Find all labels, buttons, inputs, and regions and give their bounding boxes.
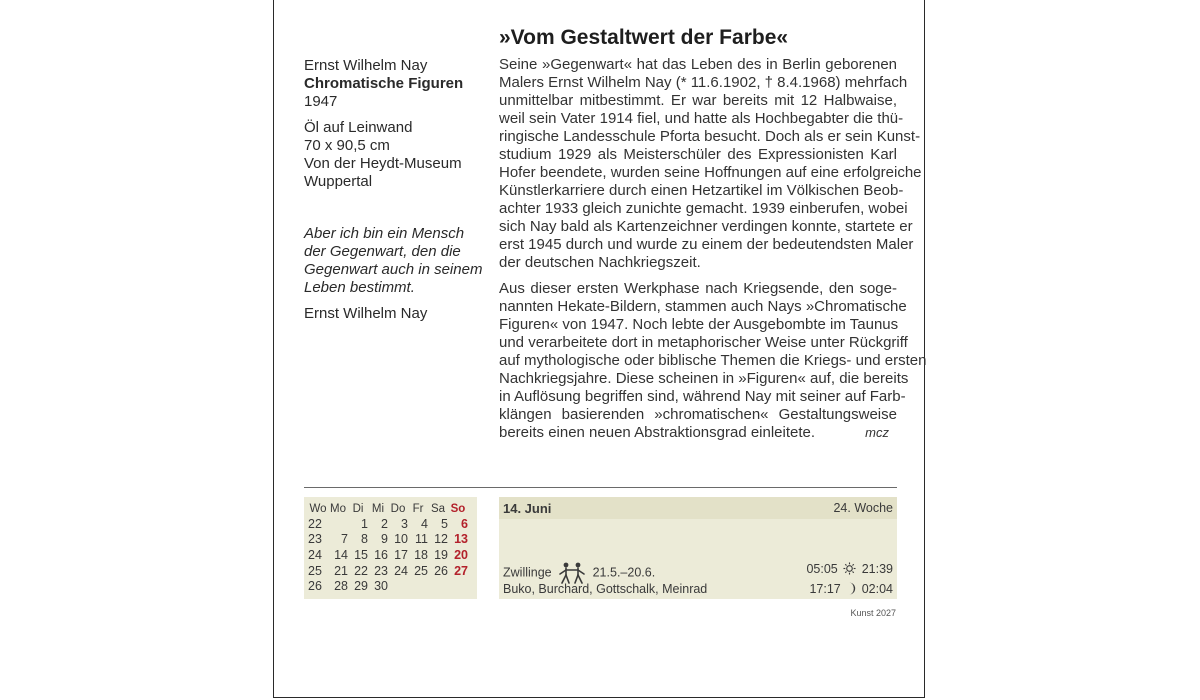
calendar-day: 7 bbox=[341, 532, 348, 547]
artist-name: Ernst Wilhelm Nay bbox=[304, 57, 428, 74]
saints-names: Buko, Burchard, Gottschalk, Meinrad bbox=[503, 582, 708, 596]
calendar-day bbox=[408, 578, 428, 594]
article-line: Nachkriegsjahre. Diese scheinen in »Figuren« auf, die bereits bbox=[499, 370, 909, 387]
calendar-day: 28 bbox=[334, 579, 348, 594]
article-line: nannten Hekate-Bildern, stammen auch Nays »Chromatische bbox=[499, 298, 907, 315]
moon-times bbox=[809, 582, 893, 596]
calendar-day: 22 bbox=[354, 563, 368, 578]
footer-label: Kunst 2027 bbox=[850, 608, 896, 618]
calendar-day: 5 bbox=[441, 516, 448, 531]
artwork-year: 1947 bbox=[304, 93, 338, 110]
calendar-day: 1 bbox=[361, 516, 368, 531]
calendar-weekday-header: So bbox=[450, 502, 466, 515]
day-date: 14. Juni bbox=[503, 501, 552, 516]
calendar-weekday-header: Do bbox=[390, 502, 406, 515]
artwork-title: Chromatische Figuren bbox=[304, 75, 464, 92]
calendar-week-row bbox=[305, 563, 468, 579]
calendar-day: 29 bbox=[354, 579, 368, 594]
quote-author: Ernst Wilhelm Nay bbox=[304, 305, 428, 322]
article-line: in Auflösung begriffen sind, während Nay mit seiner auf Farb- bbox=[499, 388, 906, 405]
article-line: Figuren« von 1947. Noch lebte der Ausgebombte im Taunus bbox=[499, 316, 899, 333]
calendar-day bbox=[448, 578, 468, 594]
article-title: »Vom Gestaltwert der Farbe« bbox=[499, 26, 789, 49]
artwork-city: Wuppertal bbox=[304, 173, 373, 190]
calendar-day: 11 bbox=[415, 532, 428, 547]
quote-line: Leben bestimmt. bbox=[304, 279, 415, 296]
calendar-day bbox=[328, 516, 348, 532]
zodiac-range: 21.5.–20.6. bbox=[592, 565, 656, 580]
calendar-week-row bbox=[305, 532, 468, 548]
moon-icon bbox=[846, 582, 856, 595]
quote-line: Aber ich bin ein Mensch bbox=[304, 225, 465, 242]
article-line: weil sein Vater 1914 fiel, und hatte als Hochbegabter die thü- bbox=[499, 110, 904, 127]
calendar-day: 17 bbox=[394, 547, 408, 562]
article-line: unmittelbar mitbestimmt. Er war bereits mit 12 Halbwaise, bbox=[499, 92, 897, 109]
calendar-day: 2 bbox=[381, 516, 388, 531]
sun-icon bbox=[843, 562, 856, 575]
calendar-weekday-header: Di bbox=[352, 502, 364, 515]
calendar-day: 27 bbox=[454, 563, 468, 578]
quote-line: der Gegenwart, den die bbox=[304, 243, 461, 260]
calendar-week-number: 26 bbox=[308, 579, 322, 594]
artwork-collection: Von der Heydt-Museum bbox=[304, 155, 462, 172]
day-info bbox=[499, 497, 897, 599]
quote bbox=[304, 225, 484, 297]
calendar-week-row bbox=[305, 547, 468, 563]
article-line: der deutschen Nachkriegszeit. bbox=[499, 254, 701, 271]
calendar-day: 24 bbox=[394, 563, 408, 578]
moonrise-time: 17:17 bbox=[809, 582, 841, 596]
article-line: auf mythologische oder biblische Themen die Kriegs- und ersten bbox=[499, 352, 927, 369]
article-line: achter 1933 gleich zunichte gemacht. 1939 einberufen, wobei bbox=[499, 200, 908, 217]
calendar-week-number: 23 bbox=[308, 532, 322, 547]
calendar-day: 16 bbox=[374, 547, 388, 562]
calendar-week-row bbox=[305, 516, 468, 532]
calendar-weekday-header: Mi bbox=[371, 502, 385, 515]
calendar-weekday-header: Sa bbox=[430, 502, 446, 515]
article-line: klängen basierenden »chromatischen« Gestaltungsweise bbox=[499, 406, 897, 423]
artwork-dimensions: 70 x 90,5 cm bbox=[304, 137, 390, 154]
calendar-day: 13 bbox=[454, 532, 468, 547]
calendar-day: 18 bbox=[414, 547, 428, 562]
zodiac-name: Zwillinge bbox=[503, 565, 552, 580]
calendar-weekday-header: Wo bbox=[309, 502, 327, 515]
sunrise-time: 05:05 bbox=[806, 562, 838, 576]
article-paragraph-1 bbox=[499, 56, 922, 272]
calendar-day: 4 bbox=[421, 516, 428, 531]
sun-times bbox=[806, 562, 893, 576]
mini-calendar-table bbox=[305, 501, 468, 594]
zodiac bbox=[503, 562, 655, 584]
article-line: sich Nay bald als Kartenzeichner verdingen konnte, startete er bbox=[499, 218, 913, 235]
calendar-day: 6 bbox=[461, 516, 468, 531]
calendar-day: 30 bbox=[374, 579, 388, 594]
gemini-twins-icon bbox=[557, 562, 587, 584]
day-header bbox=[499, 497, 897, 519]
mini-calendar bbox=[304, 497, 477, 599]
calendar-day: 8 bbox=[361, 532, 368, 547]
calendar-day: 21 bbox=[334, 563, 348, 578]
calendar-day bbox=[428, 578, 448, 594]
week-number: 24. Woche bbox=[833, 501, 893, 515]
quote-line: Gegenwart auch in seinem bbox=[304, 261, 483, 278]
calendar-day bbox=[388, 578, 408, 594]
divider bbox=[304, 487, 897, 488]
calendar-week-row bbox=[305, 578, 468, 594]
article-line: Aus dieser ersten Werkphase nach Kriegsende, den soge- bbox=[499, 280, 897, 297]
article-line: Künstlerkarriere durch einen Hetzartikel im Völkischen Beob- bbox=[499, 182, 904, 199]
article-line: bereits einen neuen Abstraktionsgrad einleitete. bbox=[499, 424, 816, 441]
article-line: Seine »Gegenwart« hat das Leben des in Berlin geborenen bbox=[499, 56, 897, 73]
article-body bbox=[499, 56, 927, 442]
artwork-medium: Öl auf Leinwand bbox=[304, 119, 413, 136]
calendar-day: 26 bbox=[434, 563, 448, 578]
calendar-day: 9 bbox=[381, 532, 388, 547]
calendar-day: 23 bbox=[374, 563, 388, 578]
calendar-day: 25 bbox=[414, 563, 428, 578]
calendar-day: 14 bbox=[334, 547, 348, 562]
article-paragraph-2 bbox=[499, 280, 927, 442]
calendar-weekday-header: Mo bbox=[330, 502, 346, 515]
article-line: und verarbeitete dort in metaphorischer Weise unter Rückgriff bbox=[499, 334, 908, 351]
calendar-week-number: 22 bbox=[308, 516, 322, 531]
calendar-page bbox=[273, 0, 925, 698]
calendar-day: 20 bbox=[454, 547, 468, 562]
calendar-day: 3 bbox=[401, 516, 408, 531]
article-line: ringische Landesschule Pforta besucht. Doch als er sein Kunst- bbox=[499, 128, 921, 145]
calendar-day: 12 bbox=[434, 532, 448, 547]
author-signature: mcz bbox=[865, 425, 889, 440]
calendar-week-number: 24 bbox=[308, 547, 322, 562]
moonset-time: 02:04 bbox=[861, 582, 893, 596]
calendar-day: 15 bbox=[354, 547, 368, 562]
article-line: studium 1929 als Meisterschüler des Expressionisten Karl bbox=[499, 146, 897, 163]
sunset-time: 21:39 bbox=[861, 562, 893, 576]
calendar-day: 19 bbox=[434, 547, 448, 562]
article-line: erst 1945 durch und wurde zu einem der bedeutendsten Maler bbox=[499, 236, 914, 253]
article-line: Hofer beendete, wurden seine Hoffnungen auf eine erfolgreiche bbox=[499, 164, 922, 181]
calendar-day: 10 bbox=[394, 532, 408, 547]
artwork-info bbox=[304, 57, 484, 323]
article-line: Malers Ernst Wilhelm Nay (* 11.6.1902, † 8.4.1968) mehrfach bbox=[499, 74, 908, 91]
calendar-weekday-header: Fr bbox=[412, 502, 424, 515]
calendar-week-number: 25 bbox=[308, 563, 322, 578]
